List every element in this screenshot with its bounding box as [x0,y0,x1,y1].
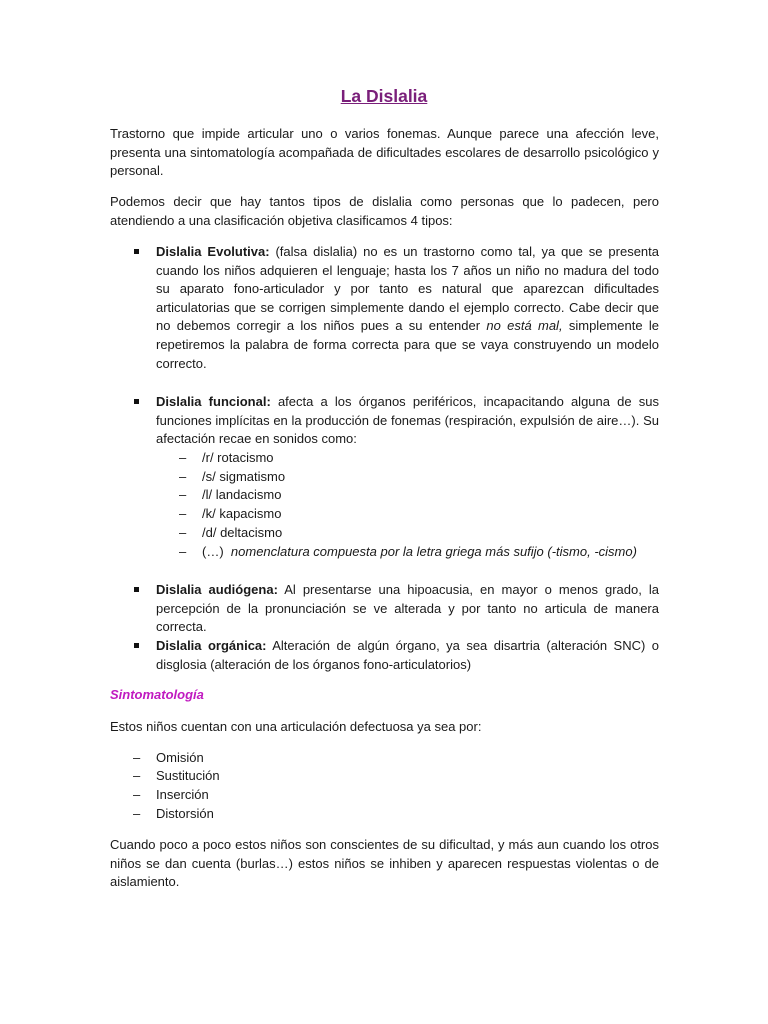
sound-label: /d/ deltacismo [202,525,283,540]
evolutiva-term: Dislalia Evolutiva: [156,244,270,259]
evolutiva-line-2: cuando los niños adquieren el lenguaje; hasta los 7 años un niño no madura del todo [156,262,659,278]
types-intro-paragraph [110,193,659,230]
audiogena-term: Dislalia audiógena: [156,582,278,597]
sound-item-last [179,543,637,562]
symptom-label: Distorsión [156,806,214,821]
sound-item [179,449,274,468]
bullet-organica [156,637,659,674]
types-intro-line-2: atendiendo a una clasificación objetiva clasificamos 4 tipos: [110,212,453,228]
dash-bullet-icon: – [179,544,187,559]
sound-item [179,505,282,524]
organica-line-2: disglosia (alteración de los órganos fono-articulatorios) [156,656,472,672]
evolutiva-italic: no está mal, [486,318,563,334]
dash-bullet-icon: – [179,450,187,465]
evolutiva-line-3: su aparato fono-articulador y por tanto es natural que aparezcan dificultades [156,281,659,297]
sound-label: /r/ rotacismo [202,450,274,465]
intro-line-1: Trastorno que impide articular uno o varios fonemas. Aunque parece una afección leve, [110,126,659,141]
dash-bullet-icon: – [133,750,141,765]
intro-line-3: personal. [110,163,164,179]
dash-bullet-icon: – [133,787,141,802]
sound-label: /k/ kapacismo [202,506,282,521]
symptom-label: Omisión [156,750,204,765]
evolutiva-line-7: correcto. [156,355,207,371]
sound-note: nomenclatura compuesta por la letra griega más sufijo (-tismo, -cismo) [230,544,637,559]
types-intro-line-1: Podemos decir que hay tantos tipos de dislalia como personas que lo padecen, pero [110,194,659,209]
organica-line-1 [156,637,659,656]
intro-line-2: presenta una sintomatología acompañada de dificultades escolares de desarrollo psicológico y [110,144,659,160]
dash-bullet-icon: – [179,487,187,502]
intro-paragraph [110,125,659,181]
symptom-label: Inserción [156,787,209,802]
square-bullet-icon [134,399,139,404]
evolutiva-line-1 [156,243,659,262]
dash-bullet-icon: – [133,806,141,821]
evolutiva-line-4: articulatorias que se corrigen simplemente dando el ejemplo correcto. Cabe decir que [156,299,659,315]
evolutiva-text-1: (falsa dislalia) no es un trastorno como tal, ya que se presenta [269,244,659,259]
sound-item [179,524,283,543]
evolutiva-text-5b: simplemente le [562,318,659,334]
closing-line-1: Cuando poco a poco estos niños son conscientes de su dificultad, y más aun cuando los otros [110,837,659,852]
document-title: La Dislalia [340,86,428,106]
organica-text-1: Alteración de algún órgano, ya sea disartria (alteración SNC) o [266,638,659,653]
dash-bullet-icon: – [179,469,187,484]
symptom-item [133,786,209,805]
closing-paragraph [110,836,659,892]
evolutiva-text-5a: no debemos corregir a los niños pues a su entender [156,318,487,334]
symptom-item [133,767,220,786]
sound-prefix: (…) [202,544,224,559]
funcional-line-1 [156,393,659,412]
sound-item [179,468,286,487]
square-bullet-icon [134,587,139,592]
sound-item [179,486,282,505]
bullet-evolutiva [156,243,659,373]
audiogena-text-1: Al presentarse una hipoacusia, en mayor o menos grado, la [277,582,659,597]
square-bullet-icon [134,249,139,254]
dash-bullet-icon: – [179,506,187,521]
bullet-audiogena [156,581,659,637]
symptom-item [133,805,214,824]
audiogena-line-3: correcta. [156,619,207,635]
funcional-line-3: afectación recae en sonidos como: [156,431,357,447]
evolutiva-line-5 [156,317,659,336]
organica-term: Dislalia orgánica: [156,638,267,653]
bullet-funcional [156,393,659,449]
audiogena-line-1 [156,581,659,600]
sound-label: /s/ sigmatismo [202,469,286,484]
symptom-item [133,749,204,768]
funcional-term: Dislalia funcional: [156,394,271,409]
funcional-line-2: funciones implícitas en la producción de fonemas (respiración, expulsión de aire…). Su [156,412,659,428]
evolutiva-line-6: repetiremos la palabra de forma correcta para que se vaya construyendo un modelo [156,336,659,352]
symptom-label: Sustitución [156,768,220,783]
section-heading-sintomatologia: Sintomatología [110,687,204,702]
closing-line-2: niños se dan cuenta (burlas…) estos niños se inhiben y aparecen respuestas violentas o de [110,855,659,871]
dash-bullet-icon: – [179,525,187,540]
square-bullet-icon [134,643,139,648]
funcional-text-1: afecta a los órganos periféricos, incapacitando alguna de sus [270,394,659,409]
dash-bullet-icon: – [133,768,141,783]
closing-line-3: aislamiento. [110,874,180,890]
sound-label: /l/ landacismo [202,487,282,502]
sintomatologia-intro: Estos niños cuentan con una articulación defectuosa ya sea por: [110,719,482,734]
audiogena-line-2: percepción de la pronunciación se ve alterada y por tanto no articula de manera [156,600,659,616]
